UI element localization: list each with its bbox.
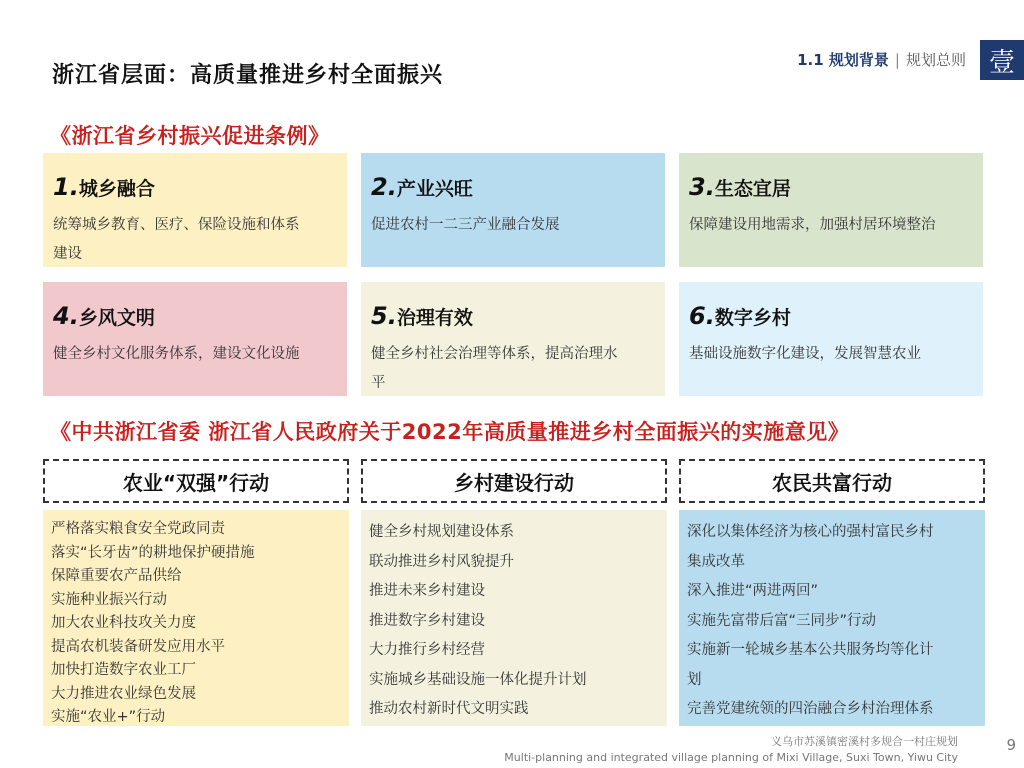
card-description: 保障建设用地需求，加强村居环境整治: [689, 217, 936, 233]
action-list-village-construction: [361, 510, 667, 726]
card-title: 1.城乡融合: [53, 173, 155, 201]
action-heading-common-prosperity: 农民共富行动: [679, 459, 985, 503]
card-industry-prosperity: [361, 153, 665, 267]
page-title: 浙江省层面：高质量推进乡村全面振兴: [52, 63, 444, 88]
section-badge: 壹: [980, 40, 1024, 80]
card-effective-governance: [361, 282, 665, 396]
card-description: 健全乡村文化服务体系，建设文化设施: [53, 346, 300, 362]
card-description: 基础设施数字化建设，发展智慧农业: [689, 346, 921, 362]
breadcrumb-parent: 规划总则: [905, 51, 966, 69]
card-title: 6.数字乡村: [689, 302, 791, 330]
list-item: 加快打造数字农业工厂: [51, 662, 196, 678]
card-title: 2.产业兴旺: [371, 173, 473, 201]
list-item: 加大农业科技攻关力度: [51, 615, 196, 631]
list-item: 深入推进“两进两回”: [687, 583, 819, 599]
card-description: 统筹城乡教育、医疗、保险设施和体系 建设: [53, 217, 300, 262]
card-title: 4.乡风文明: [53, 302, 155, 330]
list-item: 推进未来乡村建设: [369, 583, 485, 599]
card-title: 5.治理有效: [371, 302, 473, 330]
action-heading-village-construction: 乡村建设行动: [361, 459, 667, 503]
opinion-title: 《中共浙江省委 浙江省人民政府关于2022年高质量推进乡村全面振兴的实施意见》: [50, 420, 850, 444]
list-item: 实施种业振兴行动: [51, 591, 167, 608]
list-item: 保障重要农产品供给: [51, 568, 182, 584]
list-item: 大力推行乡村经营: [369, 642, 485, 658]
card-digital-village: [679, 282, 983, 396]
list-item: 健全乡村规划建设体系: [369, 524, 514, 540]
action-list-common-prosperity: [679, 510, 985, 726]
list-item: 实施先富带后富“三同步”行动: [687, 612, 877, 629]
list-item: 联动推进乡村风貌提升: [369, 553, 514, 570]
footer-chinese: 义乌市苏溪镇密溪村多规合一村庄规划: [771, 735, 958, 748]
card-ecological-livability: [679, 153, 983, 267]
list-item: 严格落实粮食安全党政同责: [51, 521, 225, 537]
list-item: 大力推进农业绿色发展: [51, 685, 196, 702]
list-item: 推动农村新时代文明实践: [369, 701, 529, 717]
list-item: 推进数字乡村建设: [369, 612, 485, 629]
breadcrumb-current: 1.1 规划背景: [797, 51, 889, 69]
breadcrumb-separator: |: [894, 50, 900, 69]
card-description: 健全乡村社会治理等体系，提高治理水 平: [371, 346, 618, 391]
action-list-agriculture: [43, 510, 349, 726]
list-item: 提高农机装备研发应用水平: [51, 638, 225, 655]
card-rural-civility: [43, 282, 347, 396]
list-item: 集成改革: [687, 553, 745, 570]
list-item: 实施“农业+”行动: [51, 709, 166, 725]
footer-english: Multi-planning and integrated village planning of Mixi Village, Suxi Town, Yiwu City: [504, 751, 958, 764]
card-urban-rural-integration: [43, 153, 347, 267]
card-description: 促进农村一二三产业融合发展: [371, 217, 560, 233]
list-item: 深化以集体经济为核心的强村富民乡村: [687, 524, 934, 540]
list-item: 划: [687, 671, 702, 688]
list-item: 实施城乡基础设施一体化提升计划: [369, 671, 587, 688]
card-title: 3.生态宜居: [689, 173, 791, 201]
list-item: 完善党建统领的四治融合乡村治理体系: [687, 701, 934, 717]
regulation-title: 《浙江省乡村振兴促进条例》: [50, 124, 330, 148]
breadcrumb: [797, 49, 966, 70]
list-item: 实施新一轮城乡基本公共服务均等化计: [687, 642, 934, 658]
page-number: 9: [1006, 736, 1016, 754]
action-heading-agriculture: 农业“双强”行动: [43, 459, 349, 503]
list-item: 落实“长牙齿”的耕地保护硬措施: [51, 544, 255, 561]
